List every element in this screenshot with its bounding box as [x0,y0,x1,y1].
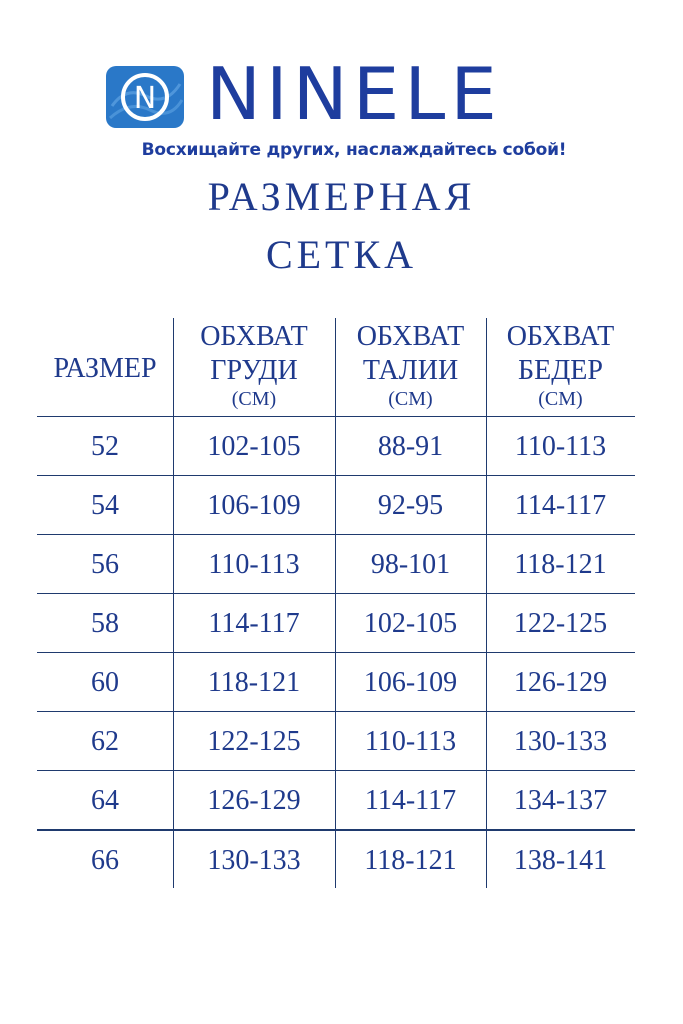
cell-waist: 110-113 [364,726,457,757]
cell-size: 62 [91,726,119,757]
cell-chest: 110-113 [208,549,300,580]
cell-waist: 98-101 [370,549,451,580]
cell-size: 60 [91,667,119,698]
header-hips-line1: ОБХВАТ [506,321,615,352]
cell-chest: 118-121 [207,667,301,698]
cell-hips: 134-137 [513,785,608,816]
cell-waist: 88-91 [377,431,444,462]
header-waist-line2: ТАЛИИ [362,355,459,386]
cell-hips: 118-121 [514,549,607,580]
header-waist [335,320,486,410]
cell-hips: 138-141 [513,845,608,876]
page-title-line2: СЕТКА [265,232,418,277]
brand-logo [106,52,602,170]
cell-hips: 122-125 [513,608,608,639]
header-chest [173,320,335,410]
cell-size: 52 [91,431,119,462]
cell-waist: 102-105 [363,608,458,639]
header-chest-line1: ОБХВАТ [200,321,308,352]
cell-chest: 102-105 [207,431,301,462]
cell-waist: 114-117 [364,785,457,816]
cell-hips: 126-129 [513,667,608,698]
header-chest-line2: ГРУДИ [210,355,298,386]
cell-size: 66 [91,845,119,876]
cell-size: 64 [91,785,119,816]
logo-badge-icon [106,66,184,128]
cell-chest: 122-125 [207,726,301,757]
header-size [37,352,173,386]
cell-waist: 92-95 [377,490,444,521]
cell-chest: 114-117 [208,608,300,639]
header-waist-unit: (СМ) [388,388,433,410]
cell-chest: 106-109 [207,490,301,521]
header-hips-line2: БЕДЕР [518,355,603,386]
cell-size: 56 [91,549,119,580]
cell-size: 58 [91,608,119,639]
cell-size: 54 [91,490,119,521]
cell-hips: 110-113 [514,431,607,462]
header-hips-unit: (СМ) [538,388,583,410]
size-chart-table [37,318,635,888]
cell-waist: 106-109 [363,667,458,698]
brand-slogan: Восхищайте других, наслаждайтесь собой! [141,140,567,160]
header-waist-line1: ОБХВАТ [356,321,465,352]
header-hips [486,320,635,410]
cell-chest: 126-129 [207,785,301,816]
cell-hips: 130-133 [513,726,608,757]
cell-waist: 118-121 [364,845,457,876]
cell-hips: 114-117 [514,490,607,521]
logo-badge-letter: N [133,81,157,116]
brand-name: NINELE [206,52,502,136]
header-size-label: РАЗМЕР [53,353,157,384]
page-title-line1: РАЗМЕРНАЯ [207,174,476,219]
header-chest-unit: (СМ) [231,388,277,410]
cell-chest: 130-133 [207,845,301,876]
